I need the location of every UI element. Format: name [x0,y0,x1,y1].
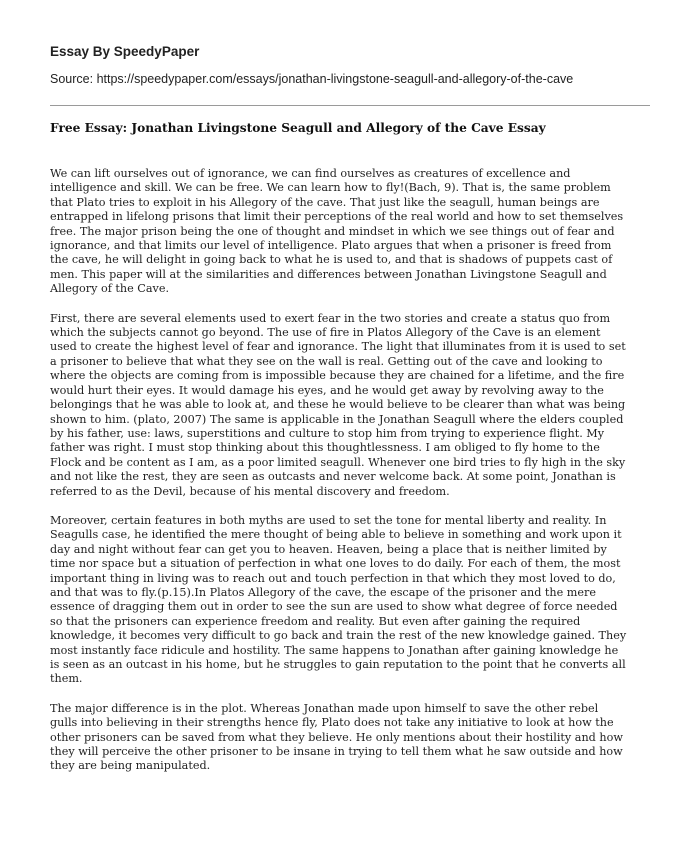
paragraph-line: belongings that he was able to look at, and these he would believe to be clearer than what was being [50,398,626,412]
source-line [50,72,573,86]
paragraph-line: time nor space but a situation of perfection in what one loves to do daily. For each of them, the most [50,557,621,571]
paragraph-line: shown to him. (plato, 2007) The same is applicable in the Jonathan Seagull where the elders coupled [50,412,624,426]
paragraph-line: a prisoner to believe that what they see on the wall is real. Getting out of the cave and looking to [50,354,603,368]
paragraph-line: entrapped in lifelong prisons that limit their perceptions of the real world and how to set themselves [50,210,624,224]
paragraph-line: men. This paper will at the similarities and differences between Jonathan Livingstone Seagull and [50,267,607,281]
paragraph-line: them. [50,672,83,686]
paragraph-line: We can lift ourselves out of ignorance, we can find ourselves as creatures of excellence and [50,167,571,180]
paragraph-line: other prisoners can be saved from what they believe. He only mentions about their hostility and how [50,730,623,744]
paragraph-line: so that the prisoners can experience freedom and reality. But even after gaining the required [50,614,581,628]
paragraph-line: Flock and be content as I am, as a poor limited seagull. Whenever one bird tries to fly high in the sky [50,455,626,469]
paragraph-line: they will perceive the other prisoner to be insane in trying to tell them what he saw outside and how [50,745,623,759]
essay-title: Free Essay: Jonathan Livingstone Seagull and Allegory of the Cave Essay [50,121,546,135]
essay-body [50,167,650,789]
essay-paragraph [50,312,650,499]
essay-paragraph [50,514,650,687]
paragraph-line: that Plato tries to exploit in his Allegory of the cave. That just like the seagull, human beings are [50,195,600,209]
essay-paragraph [50,702,650,774]
paragraph-line: Allegory of the Cave. [50,282,170,296]
source-url: https://speedypaper.com/essays/jonathan-livingstone-seagull-and-allegory-of-the-cave [96,72,574,86]
paragraph-line: most instantly face ridicule and hostility. The same happens to Jonathan after gaining knowledge he [50,643,619,657]
paragraph-line: where the objects are coming from is impossible because they are chained for a lifetime, and the fire [50,369,625,383]
paragraph-line: Seagulls case, he identified the mere thought of being able to believe in something and work upon it [50,528,622,542]
paragraph-line: they are being manipulated. [50,759,211,773]
paragraph-line: First, there are several elements used to exert fear in the two stories and create a status quo from [50,311,611,325]
paragraph-line: knowledge, it becomes very difficult to go back and train the rest of the new knowledge gained. They [50,629,627,643]
paragraph-line: referred to as the Devil, because of his mental discovery and freedom. [50,484,450,498]
paragraph-line: is seen as an outcast in his home, but he struggles to gain reputation to the point that he converts all [50,658,626,671]
paragraph-line: free. The major prison being the one of thought and mindset in which we see things out of fear and [50,224,615,238]
paragraph-line: important thing in living was to reach out and touch perfection in that which they most loved to do, [50,571,616,585]
paragraph-line: the cave, he will delight in going back to what he is used to, and that is shadows of puppets cast of [50,253,613,267]
site-title: Essay By SpeedyPaper [50,44,200,59]
paragraph-line: intelligence and skill. We can be free. We can learn how to fly!(Bach, 9). That is, the same problem [50,181,611,195]
paragraph-line: would hurt their eyes. It would damage his eyes, and he would get away by revolving away to the [50,383,604,397]
paragraph-line: which the subjects cannot go beyond. The use of fire in Platos Allegory of the Cave is an element [50,326,601,340]
header-divider [50,105,650,106]
essay-paragraph [50,167,650,297]
paragraph-line: father was right. I must stop thinking about this thoughtlessness. I am obliged to fly home to the [50,441,600,455]
paragraph-line: essence of dragging them out in order to see the sun are used to show what degree of force needed [50,600,618,614]
source-label: Source: [50,72,97,86]
paragraph-line: day and night without fear can get you to heaven. Heaven, being a place that is neither limited by [50,542,607,556]
paragraph-line: The major difference is in the plot. Whereas Jonathan made upon himself to save the other rebel [50,701,599,715]
paragraph-line: Moreover, certain features in both myths are used to set the tone for mental liberty and reality. In [50,513,607,527]
paragraph-line: ignorance, and that limits our level of intelligence. Plato argues that when a prisoner is freed from [50,239,612,253]
paragraph-line: gulls into believing in their strengths hence fly, Plato does not take any initiative to look at how the [50,716,614,730]
paragraph-line: used to create the highest level of fear and ignorance. The light that illuminates from it is used to set [50,340,626,354]
paragraph-line: and that was to fly.(p.15).In Platos Allegory of the cave, the escape of the prisoner and the mere [50,585,596,599]
paragraph-line: and not like the rest, they are seen as outcasts and never welcome back. At some point, Jonathan is [50,470,616,484]
paragraph-line: by his father, use: laws, superstitions and culture to stop him from trying to experience flight. My [50,426,605,440]
